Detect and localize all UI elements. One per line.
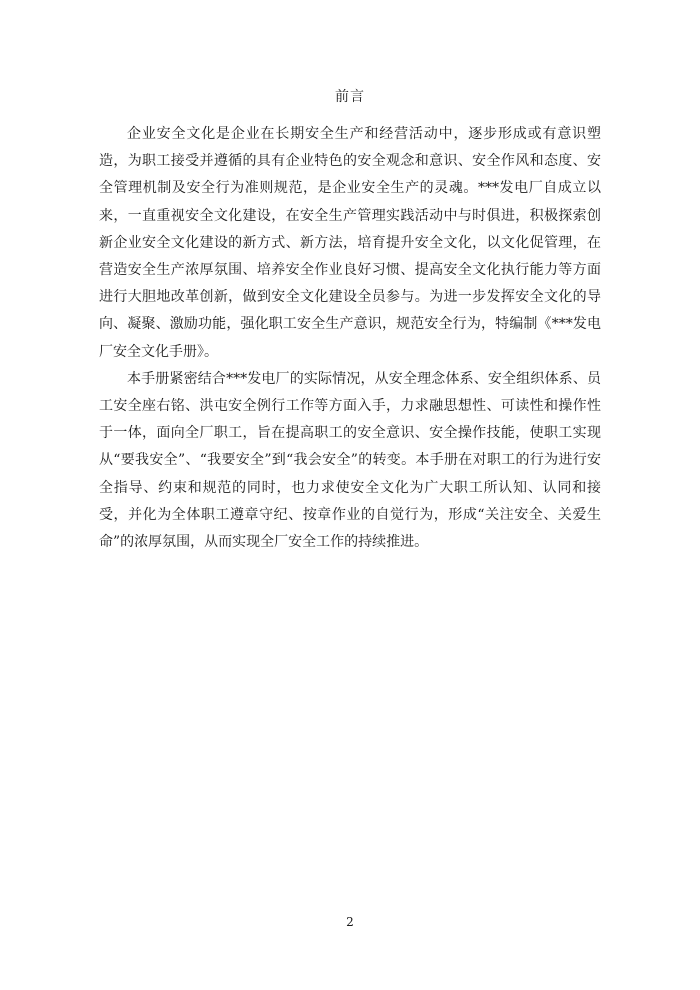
page-number: 2 — [346, 915, 354, 929]
paragraph-manual-purpose: 本手册紧密结合***发电厂的实际情况，从安全理念体系、安全组织体系、员工安全座右铭、洪屯安全例行工作等方面入手，力求融思想性、可读性和操作性于一体，面向全厂职工，旨在提高职工的安全意识、安全操作技能，使职工实现从“要我安全”、“我要安全”到“我会安全”的转变。本手册在对职工的行为进行安全指导、约束和规范的同时，也力求使安全文化为广大职工所认知、认同和接受，并化为全体职工遵章守纪、按章作业的自觉行为，形成“关注安全、关爱生命”的浓厚氛围，从而实现全厂安全工作的持续推进。 — [99, 370, 601, 551]
page-title: 前言 — [335, 89, 365, 105]
body-text — [99, 121, 601, 556]
paragraph-intro: 企业安全文化是企业在长期安全生产和经营活动中，逐步形成或有意识塑造，为职工接受并遵循的具有企业特色的安全观念和意识、安全作风和态度、安全管理机制及安全行为准则规范，是企业安全生产的灵魂。***发电厂自成立以来，一直重视安全文化建设，在安全生产管理实践活动中与时俱进，积极探索创新企业安全文化建设的新方式、新方法，培育提升安全文化，以文化促管理，在营造安全生产浓厚氛围、培养安全作业良好习惯、提高安全文化执行能力等方面进行大胆地改革创新，做到安全文化建设全员参与。为进一步发挥安全文化的导向、凝聚、激励功能，强化职工安全生产意识，规范安全行为，特编制《***发电厂安全文化手册》。 — [99, 126, 601, 360]
